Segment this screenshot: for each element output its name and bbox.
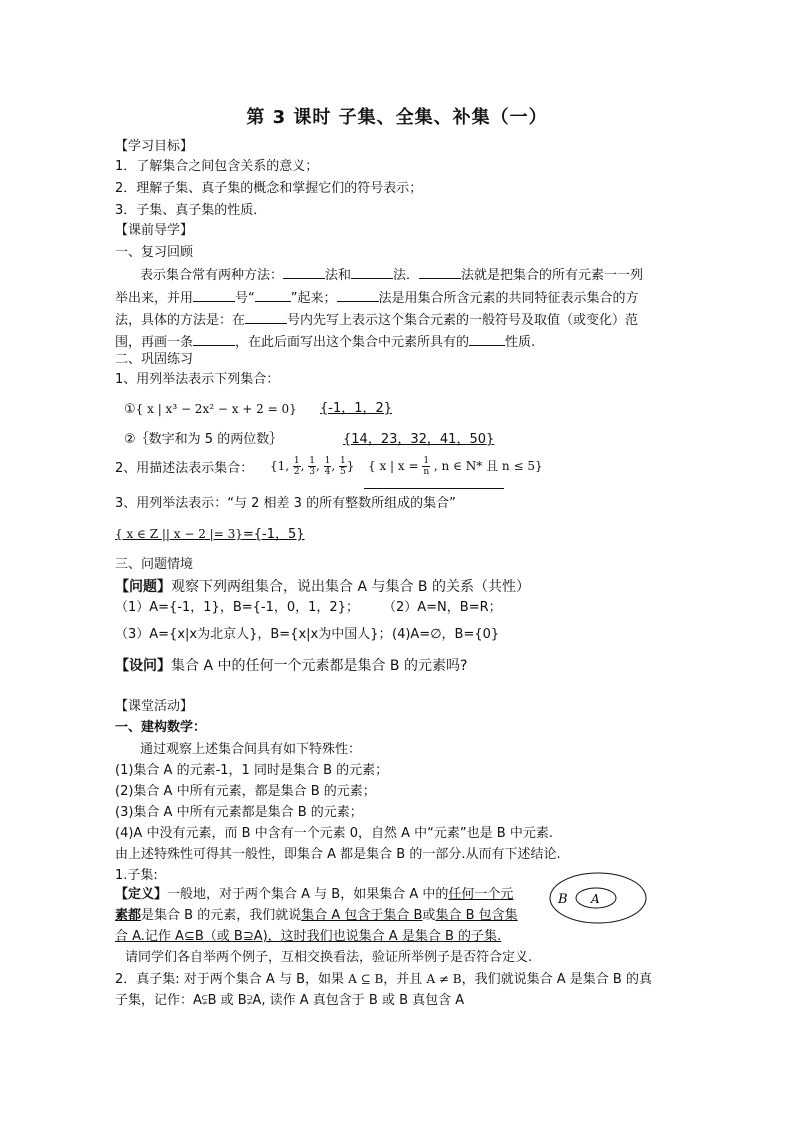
exercise-1b-answer: {14，23，32，41，50}	[343, 432, 495, 447]
exercise-2-answer: { x | x = $\frac{1}{n}$ , n ∈ N* 且 n ≤ 5}	[368, 456, 543, 477]
exercise-3-answer: { x ∈ Z || x − 2 |= 3}={-1，5}	[115, 527, 305, 542]
exercise-2: 2、用描述法表示集合：	[115, 461, 254, 476]
section-preview: 【课前导学】	[115, 223, 194, 238]
fraction-list: $\frac{1}{2}$ , $\frac{1}{3}$ , $\frac{1}{4}$ , $\frac{1}{5}$	[293, 456, 346, 477]
proper-subset-line-2: 子集，记作：A⫋B 或 B⫌A, 读作 A 真包含于 B 或 B 真包含 A	[115, 993, 465, 1008]
definition-exercise: 请同学们各自举两个例子，互相交换看法，验证所举例子是否符合定义.	[125, 950, 533, 965]
fraction: $\frac{1}{3}$	[309, 456, 316, 477]
fill-blank[interactable]	[419, 265, 461, 279]
review-line-4: 围，再画一条 ，在此后面写出这个集合中元素所具有的 性质.	[115, 332, 535, 353]
fraction: $\frac{1}{n}$	[423, 456, 430, 477]
fill-blank[interactable]	[351, 265, 393, 279]
practice-heading: 二、巩固练习	[115, 352, 194, 367]
goal-3: 3．子集、真子集的性质．	[115, 203, 267, 218]
exercise-3: 3、用列举法表示：“与 2 相差 3 的所有整数所组成的集合”	[115, 496, 456, 511]
review-line-3: 法，具体的方法是：在 号内先写上表示这个集合元素的一般符号及取值（或变化）范	[115, 310, 638, 331]
definition-line-3: 合 A.记作 A⊆B（或 B⊇A)，这时我们也说集合 A 是集合 B 的子集.	[115, 929, 502, 944]
problem-case-3: （3）A={x|x为北京人}，B={x|x为中国人}；	[115, 627, 392, 642]
proper-subset-line-1: 2．真子集: 对于两个集合 A 与 B，如果 A ⊆ B，并且 A ≠ B，我们就说集合 A 是集合 B 的真	[115, 972, 652, 987]
review-heading: 一、复习回顾	[115, 245, 194, 260]
goal-1: 1．了解集合之间包含关系的意义；	[115, 159, 319, 174]
fill-blank[interactable]	[469, 332, 505, 346]
venn-diagram	[548, 870, 648, 926]
problem-heading: 三、问题情境	[115, 557, 194, 572]
answer-underline	[364, 488, 504, 489]
construct-item-1: (1)集合 A 的元素-1，1 同时是集合 B 的元素；	[115, 763, 389, 778]
section-class-activity: 【课堂活动】	[115, 699, 194, 714]
review-line-2: 举出来，并用 号“ ”起来； 法是用集合所含元素的共同特征表示集合的方	[115, 288, 639, 309]
venn-label-a: A	[591, 892, 600, 906]
exercise-1a-answer: {-1，1，2}	[320, 401, 393, 416]
definition-line-1: 【定义】一般地，对于两个集合 A 与 B，如果集合 A 中的任何一个元	[115, 887, 514, 902]
problem-case-4: (4)A=∅，B={0}	[392, 627, 500, 642]
prompt-question: 【设问】集合 A 中的任何一个元素都是集合 B 的元素吗?	[115, 658, 468, 674]
exercise-2-set: {1, $\frac{1}{2}$ , $\frac{1}{3}$ , $\frac{1}{4}$ , $\frac{1}{5}$ }	[270, 456, 355, 477]
construct-item-2: (2)集合 A 中所有元素，都是集合 B 的元素；	[115, 784, 376, 799]
page-title: 第 3 课时 子集、全集、补集（一）	[246, 107, 548, 128]
construct-item-4: (4)A 中没有元素，而 B 中含有一个元素 0，自然 A 中“元素”也是 B 中元素.	[115, 826, 553, 841]
problem-case-2: （2）A=N，B=R；	[383, 600, 502, 615]
definition-line-2: 素都是集合 B 的元素，我们就说集合 A 包含于集合 B或集合 B 包含集	[115, 908, 518, 923]
fill-blank[interactable]	[283, 265, 325, 279]
construct-conclusion: 由上述特殊性可得其一般性，即集合 A 都是集合 B 的一部分.从而有下述结论.	[115, 847, 561, 862]
fill-blank[interactable]	[245, 310, 287, 324]
section-learning-goals: 【学习目标】	[115, 139, 194, 154]
fill-blank[interactable]	[255, 288, 291, 302]
construct-heading: 一、建构数学：	[115, 720, 207, 735]
problem-case-1: （1）A={-1，1}，B={-1，0，1，2}；	[115, 600, 359, 615]
fill-blank[interactable]	[193, 288, 235, 302]
exercise-1: 1、用列举法表示下列集合：	[115, 372, 280, 387]
fraction: $\frac{1}{4}$	[324, 456, 331, 477]
problem: 【问题】观察下列两组集合，说出集合 A 与集合 B 的关系（共性）	[115, 579, 530, 595]
review-line-1: 表示集合常有两种方法： 法和 法． 法就是把集合的所有元素一一列	[140, 265, 643, 286]
construct-item-3: (3)集合 A 中所有元素都是集合 B 的元素；	[115, 805, 363, 820]
fill-blank[interactable]	[193, 332, 235, 346]
fraction: $\frac{1}{2}$	[293, 456, 300, 477]
fill-blank[interactable]	[337, 288, 379, 302]
exercise-1b: ②｛数字和为 5 的两位数｝	[124, 432, 283, 447]
exercise-1a: ①{ x | x³ − 2x² − x + 2 = 0}	[124, 402, 297, 417]
exercise-1a-set: { x | x³ − 2x² − x + 2 = 0}	[135, 402, 297, 416]
construct-intro: 通过观察上述集合间具有如下特殊性：	[140, 742, 362, 757]
fraction: $\frac{1}{5}$	[340, 456, 346, 477]
venn-label-b: B	[558, 892, 568, 907]
goal-2: 2．理解子集、真子集的概念和掌握它们的符号表示；	[115, 181, 423, 196]
subset-heading: 1.子集:	[115, 868, 158, 883]
